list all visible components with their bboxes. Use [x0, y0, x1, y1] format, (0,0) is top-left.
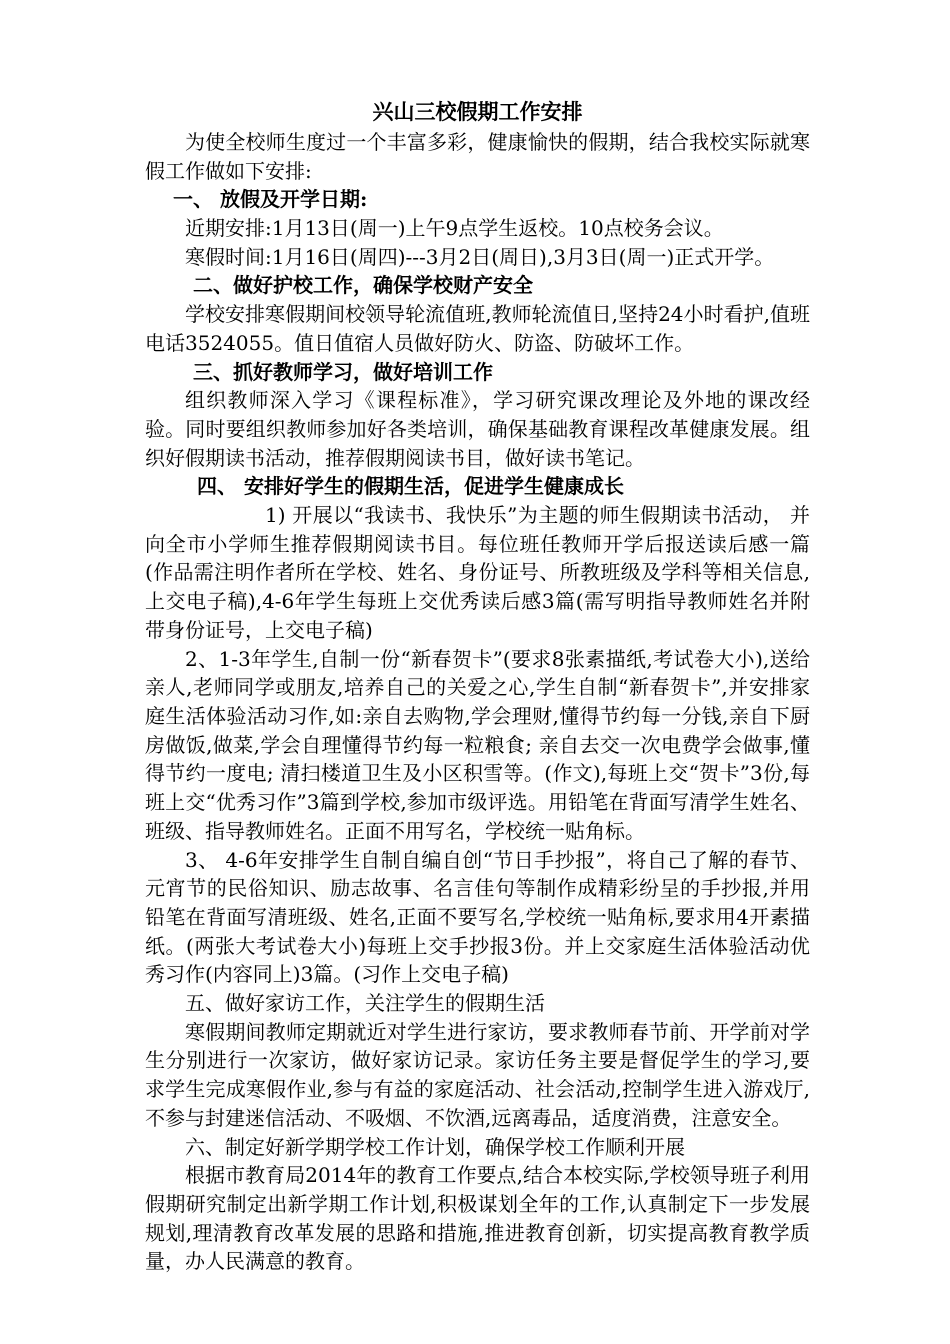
section-2-body: 学校安排寒假期间校领导轮流值班,教师轮流值日,坚持24小时看护,值班电话3524055。值日值宿人员做好防火、防盗、防破坏工作。	[145, 302, 810, 355]
section-3-heading: 三、抓好教师学习，做好培训工作	[193, 359, 493, 384]
document-title: 兴山三校假期工作安排	[372, 99, 583, 124]
section-1-vacation-dates: 寒假时间:1月16日(周四)---3月2日(周日),3月3日(周一)正式开学。	[185, 244, 775, 269]
section-4-item-2: 2、1-3年学生,自制一份“新春贺卡”(要求8张素描纸,考试卷大小),送给亲人,老师同学或朋友,培养自己的关爱之心,学生自制“新春贺卡”,并安排家庭生活体验活动习作,如:亲自去购物,学会理财,懂得节约每一分钱,亲自下厨房做饭,做菜,学会自理懂得节约每一粒粮食; 亲自去交一次电费学会做事,懂得节约一度电; 清扫楼道卫生及小区积雪等。(作文),每班上交“贺卡”3份,每班上交“优秀习作”3篇到学校,参加市级评选。用铅笔在背面写清学生姓名、班级、指导教师姓名。正面不用写名，学校统一贴角标。	[145, 646, 810, 843]
section-5-body: 寒假期间教师定期就近对学生进行家访，要求教师春节前、开学前对学生分别进行一次家访，做好家访记录。家访任务主要是督促学生的学习,要求学生完成寒假作业,参与有益的家庭活动、社会活动,控制学生进入游戏厅,不参与封建迷信活动、不吸烟、不饮酒,远离毒品，适度消费，注意安全。	[145, 1019, 810, 1130]
section-5-heading: 五、做好家访工作，关注学生的假期生活	[185, 991, 545, 1016]
section-4-item-1: 1) 开展以“我读书、我快乐”为主题的师生假期读书活动， 并向全市小学师生推荐假期阅读书目。每位班任教师开学后报送读后感一篇(作品需注明作者所在学校、姓名、身份证号、所教班级及学科等相关信息,上交电子稿),4-6年学生每班上交优秀读后感3篇(需写明指导教师姓名并附带身份证号，上交电子稿)	[145, 503, 810, 642]
section-6-body: 根据市教育局2014年的教育工作要点,结合本校实际,学校领导班子利用假期研究制定出新学期工作计划,积极谋划全年的工作,认真制定下一步发展规划,理清教育改革发展的思路和措施,推进教育创新，切实提高教育教学质量，办人民满意的教育。	[145, 1163, 810, 1274]
section-1-heading: 一、 放假及开学日期:	[173, 187, 368, 212]
section-4-heading: 四、 安排好学生的假期生活，促进学生健康成长	[197, 474, 624, 499]
intro-paragraph: 为使全校师生度过一个丰富多彩，健康愉快的假期，结合我校实际就寒假工作做如下安排:	[145, 130, 810, 183]
section-4-item-3: 3、 4-6年安排学生自制自编自创“节日手抄报”，将自己了解的春节、元宵节的民俗知识、励志故事、名言佳句等制作成精彩纷呈的手抄报,并用铅笔在背面写清班级、姓名,正面不要写名,学校统一贴角标,要求用4开素描纸。(两张大考试卷大小)每班上交手抄报3份。并上交家庭生活体验活动优秀习作(内容同上)3篇。(习作上交电子稿)	[145, 847, 810, 987]
section-2-heading: 二、做好护校工作，确保学校财产安全	[193, 273, 533, 298]
section-6-heading: 六、制定好新学期学校工作计划，确保学校工作顺利开展	[185, 1134, 685, 1159]
document-page	[145, 98, 810, 1276]
section-3-body: 组织教师深入学习《课程标准》，学习研究课改理论及外地的课改经验。同时要组织教师参加好各类培训，确保基础教育课程改革健康发展。组织好假期读书活动，推荐假期阅读书目，做好读书笔记。	[145, 388, 810, 470]
section-1-schedule: 近期安排:1月13日(周一)上午9点学生返校。10点校务会议。	[185, 216, 724, 241]
